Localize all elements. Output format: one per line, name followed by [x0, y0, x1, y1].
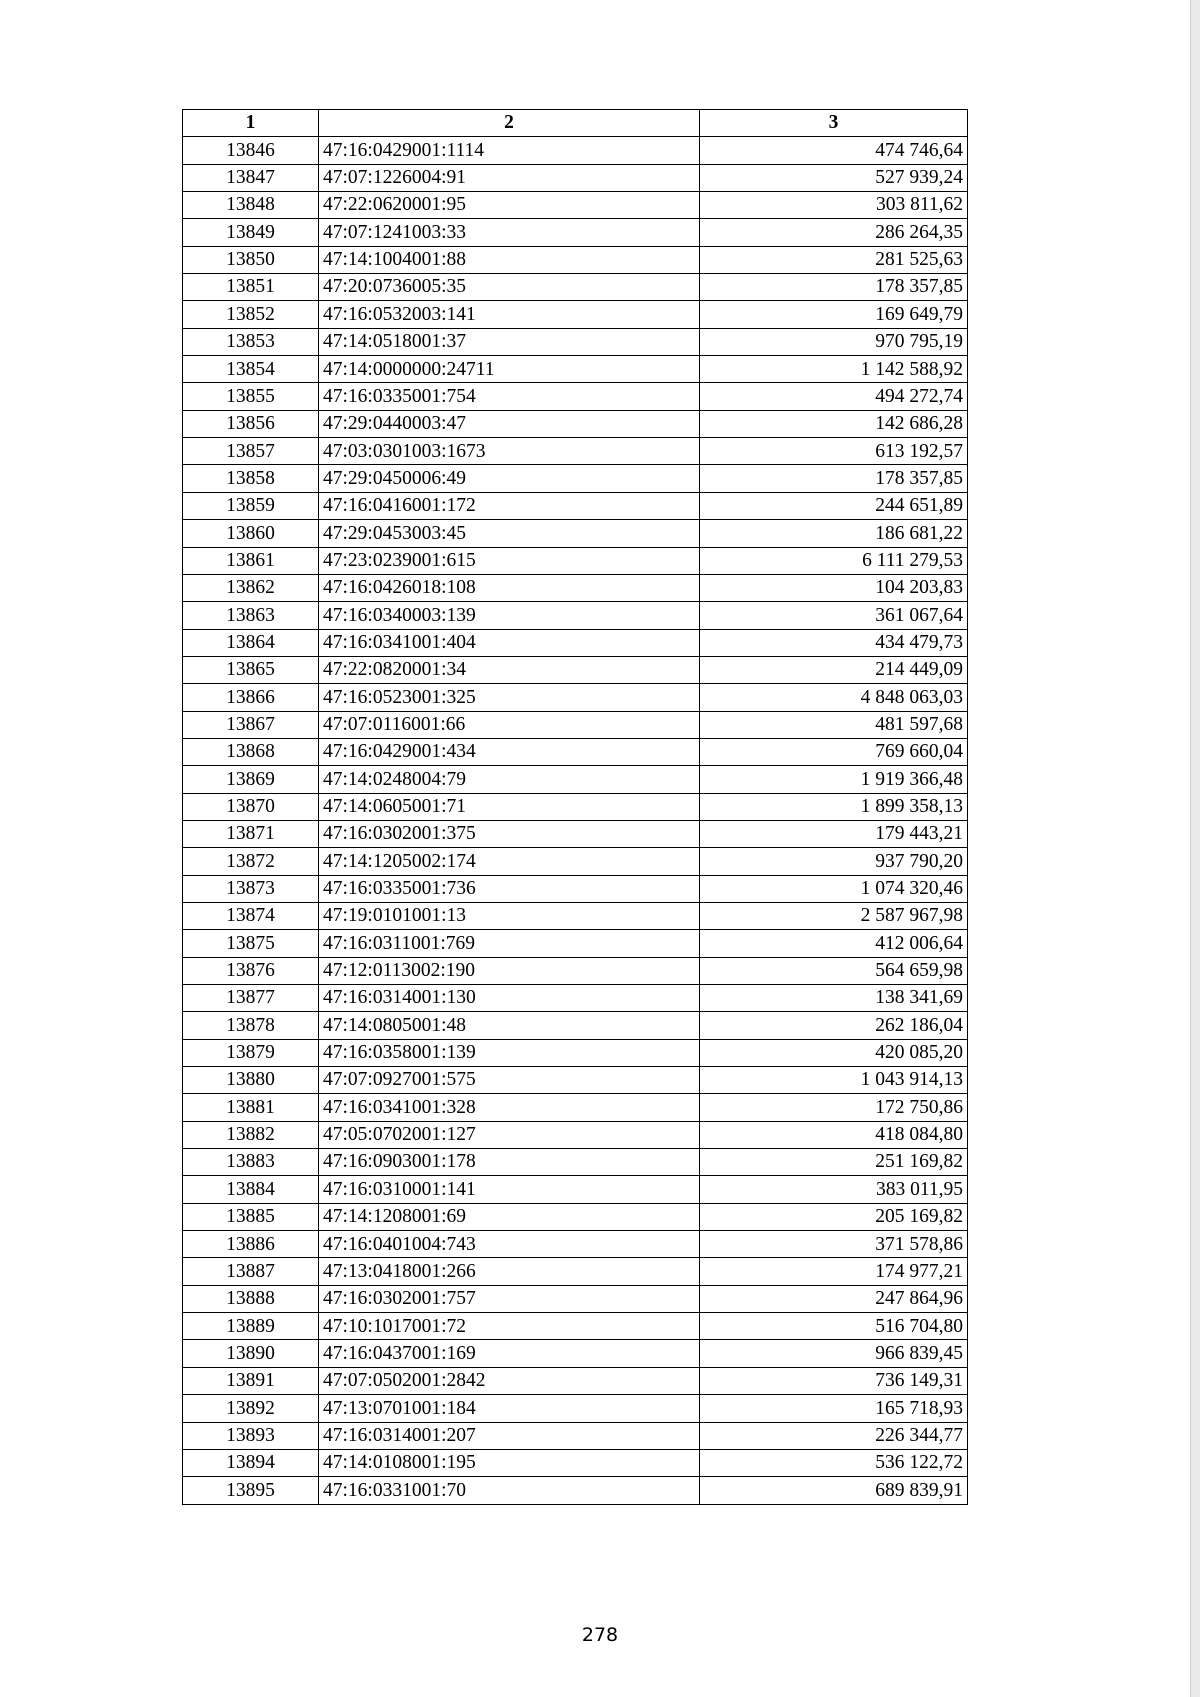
value-cell: 6 111 279,53: [700, 547, 968, 574]
table-row: [183, 848, 968, 875]
row-number-cell: 13849: [183, 219, 319, 246]
row-number-cell: 13861: [183, 547, 319, 574]
row-number-cell: 13858: [183, 465, 319, 492]
cadastral-number-cell: 47:16:0311001:769: [319, 930, 700, 957]
value-cell: 286 264,35: [700, 219, 968, 246]
row-number-cell: 13875: [183, 930, 319, 957]
table-header-row: [183, 110, 968, 137]
table-row: [183, 957, 968, 984]
row-number-cell: 13895: [183, 1477, 319, 1504]
value-cell: 412 006,64: [700, 930, 968, 957]
cadastral-number-cell: 47:16:0429001:1114: [319, 137, 700, 164]
value-cell: 1 142 588,92: [700, 356, 968, 383]
table-row: [183, 574, 968, 601]
value-cell: 178 357,85: [700, 274, 968, 301]
cadastral-number-cell: 47:14:0248004:79: [319, 766, 700, 793]
row-number-cell: 13869: [183, 766, 319, 793]
table-row: [183, 438, 968, 465]
page-number: 278: [581, 1624, 619, 1646]
cadastral-number-cell: 47:12:0113002:190: [319, 957, 700, 984]
table-row: [183, 328, 968, 355]
value-cell: 613 192,57: [700, 438, 968, 465]
row-number-cell: 13883: [183, 1149, 319, 1176]
cadastral-number-cell: 47:16:0335001:736: [319, 875, 700, 902]
value-cell: 165 718,93: [700, 1395, 968, 1422]
table-row: [183, 602, 968, 629]
cadastral-number-cell: 47:16:0358001:139: [319, 1039, 700, 1066]
table-row: [183, 1313, 968, 1340]
row-number-cell: 13852: [183, 301, 319, 328]
cadastral-number-cell: 47:14:1205002:174: [319, 848, 700, 875]
page-edge: [1190, 0, 1200, 1697]
row-number-cell: 13868: [183, 738, 319, 765]
row-number-cell: 13870: [183, 793, 319, 820]
cadastral-number-cell: 47:16:0314001:207: [319, 1422, 700, 1449]
row-number-cell: 13879: [183, 1039, 319, 1066]
row-number-cell: 13890: [183, 1340, 319, 1367]
table-row: [183, 656, 968, 683]
table-row: [183, 1012, 968, 1039]
row-number-cell: 13877: [183, 985, 319, 1012]
row-number-cell: 13886: [183, 1231, 319, 1258]
value-cell: 172 750,86: [700, 1094, 968, 1121]
cadastral-number-cell: 47:13:0701001:184: [319, 1395, 700, 1422]
table-row: [183, 1285, 968, 1312]
value-cell: 179 443,21: [700, 820, 968, 847]
cadastral-number-cell: 47:07:0502001:2842: [319, 1367, 700, 1394]
table-row: [183, 1449, 968, 1476]
table-row: [183, 1422, 968, 1449]
table-row: [183, 1203, 968, 1230]
table-row: [183, 711, 968, 738]
row-number-cell: 13862: [183, 574, 319, 601]
value-cell: 966 839,45: [700, 1340, 968, 1367]
row-number-cell: 13893: [183, 1422, 319, 1449]
cadastral-number-cell: 47:16:0310001:141: [319, 1176, 700, 1203]
cadastral-number-cell: 47:29:0453003:45: [319, 520, 700, 547]
cadastral-number-cell: 47:22:0820001:34: [319, 656, 700, 683]
table-row: [183, 1395, 968, 1422]
row-number-cell: 13866: [183, 684, 319, 711]
row-number-cell: 13857: [183, 438, 319, 465]
value-cell: 527 939,24: [700, 164, 968, 191]
cadastral-number-cell: 47:07:0927001:575: [319, 1067, 700, 1094]
cadastral-number-cell: 47:16:0523001:325: [319, 684, 700, 711]
value-cell: 178 357,85: [700, 465, 968, 492]
cadastral-number-cell: 47:19:0101001:13: [319, 902, 700, 929]
table-row: [183, 738, 968, 765]
cadastral-number-cell: 47:29:0450006:49: [319, 465, 700, 492]
row-number-cell: 13874: [183, 902, 319, 929]
row-number-cell: 13892: [183, 1395, 319, 1422]
table-row: [183, 684, 968, 711]
data-table: [182, 109, 968, 1505]
row-number-cell: 13851: [183, 274, 319, 301]
row-number-cell: 13846: [183, 137, 319, 164]
cadastral-number-cell: 47:20:0736005:35: [319, 274, 700, 301]
cadastral-number-cell: 47:16:0903001:178: [319, 1149, 700, 1176]
value-cell: 214 449,09: [700, 656, 968, 683]
cadastral-number-cell: 47:14:0000000:24711: [319, 356, 700, 383]
table-row: [183, 766, 968, 793]
row-number-cell: 13891: [183, 1367, 319, 1394]
table-row: [183, 547, 968, 574]
value-cell: 4 848 063,03: [700, 684, 968, 711]
value-cell: 186 681,22: [700, 520, 968, 547]
row-number-cell: 13865: [183, 656, 319, 683]
cadastral-number-cell: 47:16:0331001:70: [319, 1477, 700, 1504]
value-cell: 142 686,28: [700, 410, 968, 437]
value-cell: 205 169,82: [700, 1203, 968, 1230]
value-cell: 937 790,20: [700, 848, 968, 875]
value-cell: 564 659,98: [700, 957, 968, 984]
table-row: [183, 1258, 968, 1285]
value-cell: 516 704,80: [700, 1313, 968, 1340]
row-number-cell: 13853: [183, 328, 319, 355]
cadastral-number-cell: 47:16:0341001:328: [319, 1094, 700, 1121]
cadastral-number-cell: 47:10:1017001:72: [319, 1313, 700, 1340]
table-row: [183, 820, 968, 847]
table-row: [183, 219, 968, 246]
value-cell: 689 839,91: [700, 1477, 968, 1504]
table-row: [183, 520, 968, 547]
table-row: [183, 1039, 968, 1066]
cadastral-number-cell: 47:14:1208001:69: [319, 1203, 700, 1230]
cadastral-number-cell: 47:23:0239001:615: [319, 547, 700, 574]
row-number-cell: 13856: [183, 410, 319, 437]
table-row: [183, 1067, 968, 1094]
cadastral-number-cell: 47:29:0440003:47: [319, 410, 700, 437]
value-cell: 226 344,77: [700, 1422, 968, 1449]
row-number-cell: 13880: [183, 1067, 319, 1094]
row-number-cell: 13888: [183, 1285, 319, 1312]
value-cell: 2 587 967,98: [700, 902, 968, 929]
value-cell: 769 660,04: [700, 738, 968, 765]
table-row: [183, 902, 968, 929]
row-number-cell: 13889: [183, 1313, 319, 1340]
cadastral-number-cell: 47:16:0429001:434: [319, 738, 700, 765]
value-cell: 174 977,21: [700, 1258, 968, 1285]
cadastral-number-cell: 47:07:1226004:91: [319, 164, 700, 191]
table-row: [183, 465, 968, 492]
table-row: [183, 930, 968, 957]
table-row: [183, 1121, 968, 1148]
value-cell: 536 122,72: [700, 1449, 968, 1476]
table-row: [183, 875, 968, 902]
cadastral-number-cell: 47:03:0301003:1673: [319, 438, 700, 465]
table-row: [183, 246, 968, 273]
cadastral-number-cell: 47:22:0620001:95: [319, 192, 700, 219]
row-number-cell: 13873: [183, 875, 319, 902]
value-cell: 247 864,96: [700, 1285, 968, 1312]
row-number-cell: 13884: [183, 1176, 319, 1203]
cadastral-number-cell: 47:16:0314001:130: [319, 985, 700, 1012]
cadastral-number-cell: 47:13:0418001:266: [319, 1258, 700, 1285]
table-row: [183, 137, 968, 164]
cadastral-number-cell: 47:16:0437001:169: [319, 1340, 700, 1367]
cadastral-number-cell: 47:16:0416001:172: [319, 492, 700, 519]
table-row: [183, 1477, 968, 1504]
value-cell: 1 899 358,13: [700, 793, 968, 820]
row-number-cell: 13859: [183, 492, 319, 519]
row-number-cell: 13848: [183, 192, 319, 219]
table-row: [183, 793, 968, 820]
value-cell: 371 578,86: [700, 1231, 968, 1258]
value-cell: 1 919 366,48: [700, 766, 968, 793]
table-row: [183, 410, 968, 437]
table-row: [183, 985, 968, 1012]
table-row: [183, 301, 968, 328]
cadastral-number-cell: 47:16:0335001:754: [319, 383, 700, 410]
row-number-cell: 13860: [183, 520, 319, 547]
value-cell: 434 479,73: [700, 629, 968, 656]
value-cell: 169 649,79: [700, 301, 968, 328]
row-number-cell: 13881: [183, 1094, 319, 1121]
value-cell: 138 341,69: [700, 985, 968, 1012]
cadastral-number-cell: 47:07:1241003:33: [319, 219, 700, 246]
row-number-cell: 13864: [183, 629, 319, 656]
cadastral-number-cell: 47:14:0108001:195: [319, 1449, 700, 1476]
value-cell: 383 011,95: [700, 1176, 968, 1203]
value-cell: 970 795,19: [700, 328, 968, 355]
table-body: [183, 137, 968, 1504]
row-number-cell: 13872: [183, 848, 319, 875]
table-row: [183, 192, 968, 219]
table-row: [183, 1231, 968, 1258]
cadastral-number-cell: 47:05:0702001:127: [319, 1121, 700, 1148]
column-header-1: 1: [183, 110, 319, 137]
row-number-cell: 13867: [183, 711, 319, 738]
cadastral-number-cell: 47:16:0341001:404: [319, 629, 700, 656]
table-row: [183, 164, 968, 191]
table-row: [183, 383, 968, 410]
row-number-cell: 13850: [183, 246, 319, 273]
value-cell: 418 084,80: [700, 1121, 968, 1148]
table-row: [183, 1094, 968, 1121]
cadastral-number-cell: 47:14:1004001:88: [319, 246, 700, 273]
row-number-cell: 13876: [183, 957, 319, 984]
cadastral-number-cell: 47:16:0302001:375: [319, 820, 700, 847]
value-cell: 494 272,74: [700, 383, 968, 410]
table-row: [183, 1367, 968, 1394]
table-row: [183, 274, 968, 301]
row-number-cell: 13882: [183, 1121, 319, 1148]
value-cell: 104 203,83: [700, 574, 968, 601]
cadastral-number-cell: 47:16:0401004:743: [319, 1231, 700, 1258]
cadastral-number-cell: 47:16:0532003:141: [319, 301, 700, 328]
row-number-cell: 13887: [183, 1258, 319, 1285]
value-cell: 361 067,64: [700, 602, 968, 629]
value-cell: 474 746,64: [700, 137, 968, 164]
row-number-cell: 13863: [183, 602, 319, 629]
table-row: [183, 1149, 968, 1176]
cadastral-number-cell: 47:07:0116001:66: [319, 711, 700, 738]
row-number-cell: 13847: [183, 164, 319, 191]
column-header-2: 2: [319, 110, 700, 137]
value-cell: 262 186,04: [700, 1012, 968, 1039]
row-number-cell: 13871: [183, 820, 319, 847]
value-cell: 1 043 914,13: [700, 1067, 968, 1094]
value-cell: 281 525,63: [700, 246, 968, 273]
row-number-cell: 13855: [183, 383, 319, 410]
value-cell: 251 169,82: [700, 1149, 968, 1176]
cadastral-number-cell: 47:14:0605001:71: [319, 793, 700, 820]
value-cell: 303 811,62: [700, 192, 968, 219]
value-cell: 1 074 320,46: [700, 875, 968, 902]
table-row: [183, 356, 968, 383]
row-number-cell: 13854: [183, 356, 319, 383]
cadastral-number-cell: 47:14:0805001:48: [319, 1012, 700, 1039]
value-cell: 244 651,89: [700, 492, 968, 519]
table-row: [183, 1176, 968, 1203]
cadastral-number-cell: 47:14:0518001:37: [319, 328, 700, 355]
cadastral-number-cell: 47:16:0340003:139: [319, 602, 700, 629]
value-cell: 481 597,68: [700, 711, 968, 738]
column-header-3: 3: [700, 110, 968, 137]
cadastral-number-cell: 47:16:0302001:757: [319, 1285, 700, 1312]
table-row: [183, 492, 968, 519]
value-cell: 420 085,20: [700, 1039, 968, 1066]
value-cell: 736 149,31: [700, 1367, 968, 1394]
row-number-cell: 13878: [183, 1012, 319, 1039]
row-number-cell: 13885: [183, 1203, 319, 1230]
cadastral-number-cell: 47:16:0426018:108: [319, 574, 700, 601]
table-row: [183, 629, 968, 656]
row-number-cell: 13894: [183, 1449, 319, 1476]
table-row: [183, 1340, 968, 1367]
